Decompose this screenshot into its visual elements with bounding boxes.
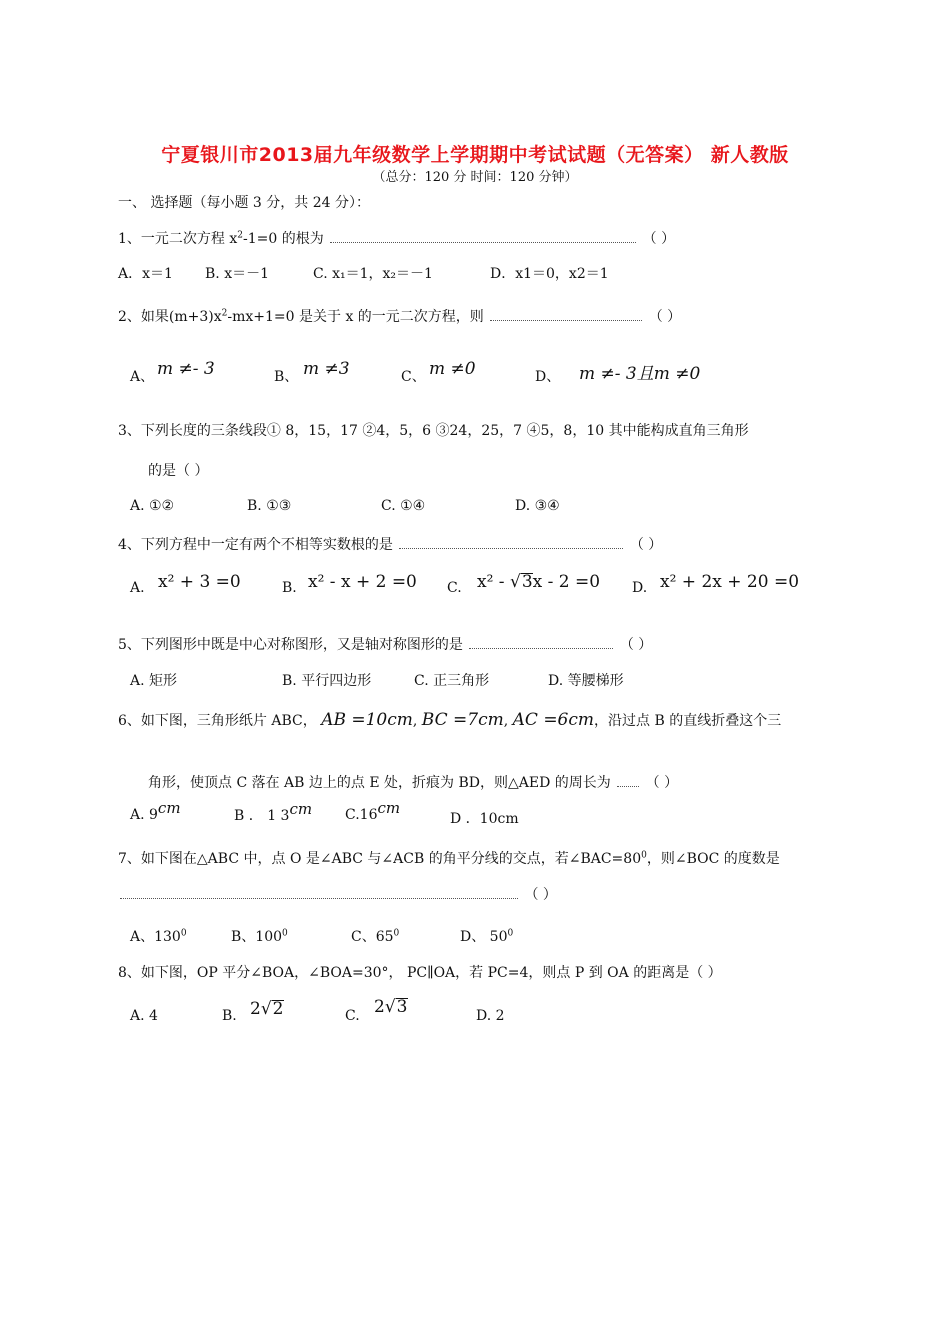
page-subtitle: （总分：120 分 时间：120 分钟） (372, 170, 578, 185)
question-4 (118, 534, 662, 554)
q6-stem-after: ，沿过点 B 的直线折叠这个三 (594, 713, 782, 729)
q1-option-d: D．x1＝0，x2＝1 (490, 266, 609, 282)
q5-option-c: C. 正三角形 (414, 673, 490, 689)
answer-blank (330, 230, 636, 243)
q8-label-c: C. (345, 1008, 360, 1024)
question-3-cont: 的是（ ） (148, 463, 209, 479)
q3-option-a: A. ①② (130, 498, 175, 514)
question-5 (118, 634, 652, 654)
q2-option-d: m ≠- 3且m ≠0 (579, 364, 701, 384)
q7-option-b (231, 926, 288, 946)
page-title: 宁夏银川市2013届九年级数学上学期期中考试试题（无答案） 新人教版 (161, 144, 789, 166)
q4-stem: 4、下列方程中一定有两个不相等实数根的是 (118, 537, 393, 553)
q7-sup: 0 (641, 850, 647, 861)
q7-stem: 7、如下图在△ABC 中，点 O 是∠ABC 与∠ACB 的角平分线的交点，若∠BAC=80 (118, 851, 642, 867)
q2-option-b: m ≠3 (303, 359, 350, 379)
q5-option-d: D. 等腰梯形 (548, 673, 624, 689)
q1-option-b: B. x＝－1 (205, 266, 269, 282)
answer-paren: （ ） (619, 637, 653, 653)
question-3: 3、下列长度的三条线段① 8，15，17 ②4，5，6 ③24，25，7 ④5，8，10 其中能构成直角三角形 (118, 423, 749, 439)
q1-option-c: C. x₁＝1，x₂＝－1 (313, 266, 433, 282)
answer-paren: （ ） (645, 775, 679, 791)
q2-label-c: C、 (401, 369, 426, 385)
answer-blank (469, 636, 613, 649)
q8c-radicand: 3 (396, 997, 408, 1017)
question-7-cont (118, 884, 557, 904)
q6-option-b-value: B ． 1 3 (234, 808, 290, 824)
answer-blank (490, 308, 642, 321)
q8-option-a: A. 4 (130, 1008, 158, 1024)
question-8: 8、如下图，OP 平分∠BOA，∠BOA=30°， PC∥OA，若 PC=4，则点 P 到 OA 的距离是（ ） (118, 965, 722, 981)
q4-label-d: D. (632, 580, 648, 596)
q6-stem: 6、如下图，三角形纸片 ABC， (118, 713, 317, 729)
q7-option-d (460, 926, 513, 946)
q7-option-a (130, 926, 187, 946)
answer-paren: （ ） (629, 537, 663, 553)
q7-option-c (351, 926, 399, 946)
question-6-cont (148, 772, 678, 792)
degree-sup: 0 (393, 928, 400, 939)
q8b-coef: 2 (250, 999, 261, 1019)
q7-option-b-value: B、100 (231, 929, 283, 945)
q4-label-a: A. (130, 580, 145, 596)
degree-sup: 0 (180, 928, 187, 939)
question-7 (118, 848, 780, 868)
answer-paren: （ ） (524, 887, 557, 903)
q1-sup: 2 (237, 230, 243, 241)
answer-blank (617, 774, 639, 787)
q6-option-b-unit: cm (289, 800, 313, 818)
q6-option-c (345, 799, 401, 823)
question-2 (118, 306, 681, 326)
q6-option-a-value: A. 9 (130, 807, 158, 823)
q5-option-a: A. 矩形 (130, 673, 178, 689)
q4-option-b: x² - x + 2 =0 (308, 572, 417, 592)
answer-paren: （ ） (648, 309, 682, 325)
q6-option-d: D ．10cm (450, 811, 519, 827)
q3-option-b: B. ①③ (247, 498, 292, 514)
q6-bc: BC =7cm (421, 710, 504, 730)
question-1 (118, 228, 675, 248)
q2-stem-after: -mx+1=0 是关于 x 的一元二次方程，则 (227, 309, 484, 325)
answer-blank (120, 886, 518, 899)
q2-label-b: B、 (274, 369, 299, 385)
q4c-post: x - 2 =0 (532, 572, 601, 592)
q7-option-d-value: D、 50 (460, 929, 508, 945)
q7-option-c-value: C、65 (351, 929, 394, 945)
q6-option-c-value: C.16 (345, 807, 378, 823)
q2-sup: 2 (221, 308, 228, 319)
q8-label-b: B. (222, 1008, 237, 1024)
degree-sup: 0 (507, 928, 514, 939)
q8-option-c: 2√3 (374, 997, 408, 1017)
q6-ac: AC =6cm (512, 710, 595, 730)
q2-option-a: m ≠- 3 (157, 359, 215, 379)
q4c-radicand: 3 (521, 572, 533, 592)
q2-label-d: D、 (535, 369, 561, 385)
q6-option-a-unit: cm (157, 799, 181, 817)
section-heading: 一、 选择题（每小题 3 分，共 24 分）： (118, 195, 370, 211)
q7-option-a-value: A、130 (130, 929, 181, 945)
q8c-coef: 2 (374, 997, 385, 1017)
q6-option-a (130, 799, 181, 823)
q1-stem-after: -1=0 的根为 (243, 231, 324, 247)
q2-stem: 2、如果(m+3)x (118, 309, 222, 325)
answer-blank (399, 536, 623, 549)
q6-option-c-unit: cm (377, 799, 401, 817)
q5-option-b: B. 平行四边形 (282, 673, 372, 689)
q6-ab: AB =10cm (321, 710, 413, 730)
q1-option-a: A．x＝1 (118, 266, 173, 282)
q8-option-d: D. 2 (476, 1008, 505, 1024)
question-6: 6、如下图，三角形纸片 ABC， AB =10cm, BC =7cm, AC =6cm，沿过点 B 的直线折叠这个三 (118, 710, 782, 730)
q8b-radicand: 2 (272, 999, 284, 1019)
q6-option-b (234, 800, 313, 825)
q6-stem2: 角形，使顶点 C 落在 AB 边上的点 E 处，折痕为 BD，则△AED 的周长为 (148, 775, 611, 791)
q7-stem-after: ，则∠BOC 的度数是 (646, 851, 780, 867)
q4-option-c: x² - √3x - 2 =0 (477, 572, 601, 592)
q8-option-b: 2√2 (250, 999, 284, 1019)
q1-stem: 1、一元二次方程 x (118, 231, 238, 247)
q2-option-c: m ≠0 (429, 359, 476, 379)
q3-option-d: D. ③④ (515, 498, 560, 514)
answer-paren: （ ） (642, 231, 676, 247)
q4c-pre: x² - (477, 572, 510, 592)
degree-sup: 0 (282, 928, 288, 939)
q4-label-c: C. (447, 580, 462, 596)
q4-option-a: x² + 3 =0 (158, 572, 241, 592)
q4-option-d: x² + 2x + 20 =0 (660, 572, 800, 592)
q5-stem: 5、下列图形中既是中心对称图形，又是轴对称图形的是 (118, 637, 463, 653)
q4-label-b: B. (282, 580, 297, 596)
q2-label-a: A、 (130, 369, 155, 385)
q3-option-c: C. ①④ (381, 498, 426, 514)
